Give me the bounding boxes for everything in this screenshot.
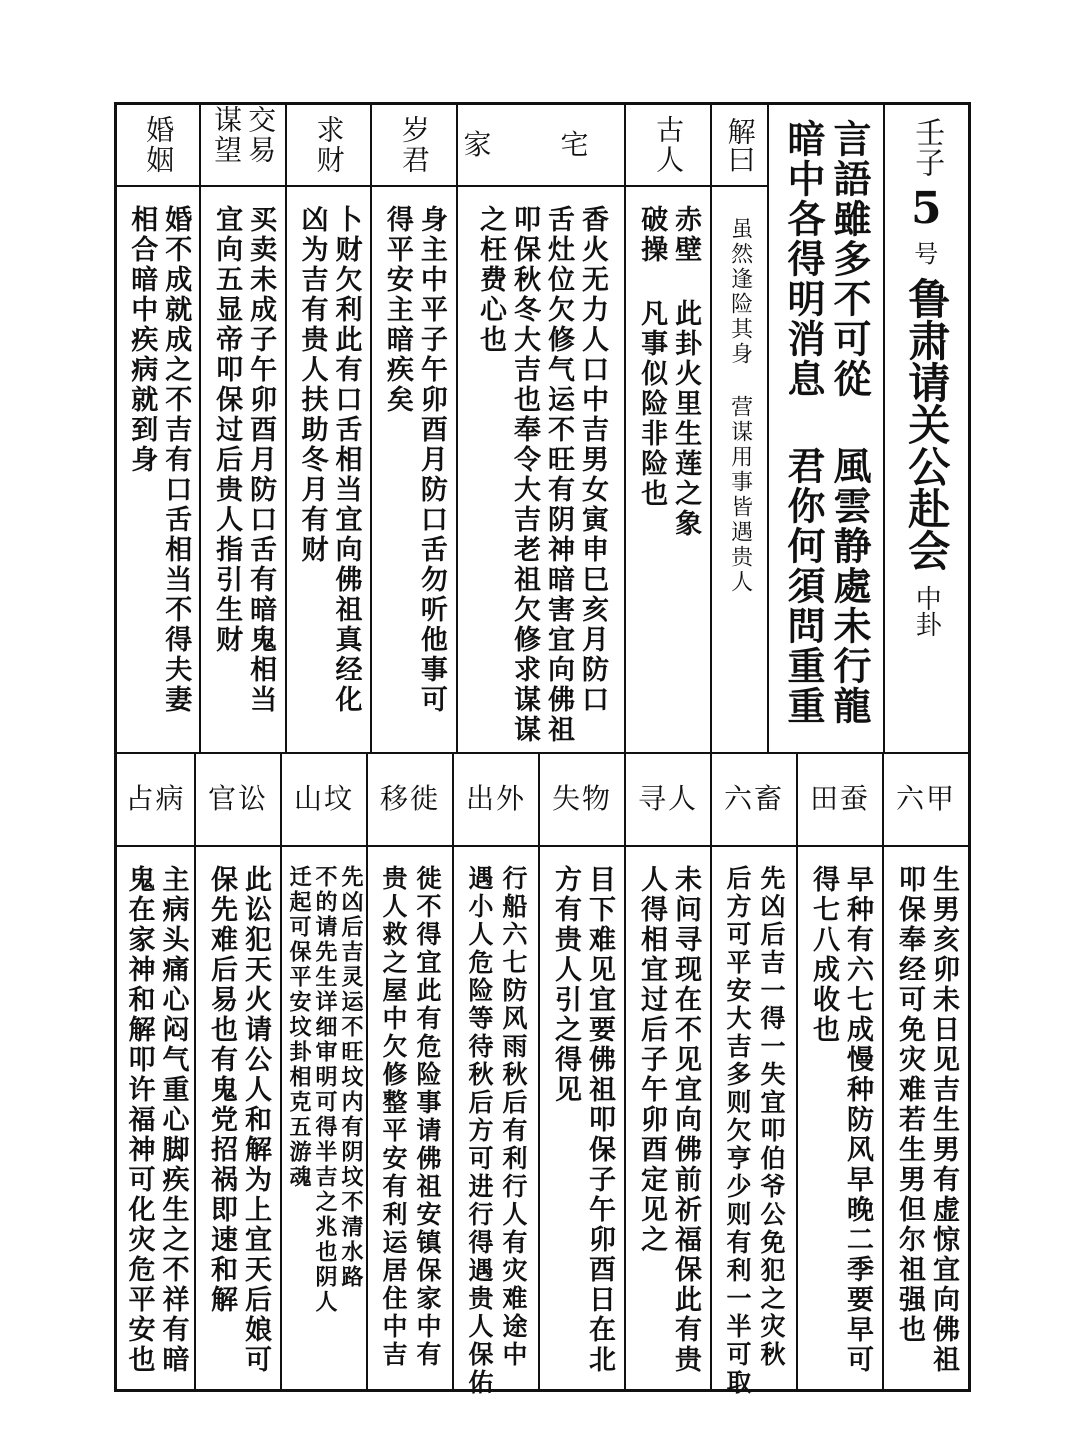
column-guan-song <box>194 752 280 1391</box>
slip-number: 5 <box>910 183 942 234</box>
header-shi-wu: 失物 <box>551 781 612 815</box>
line: 此讼犯天火请公人和解为上宜天后娘可 <box>240 865 271 1375</box>
poem-column <box>767 105 882 752</box>
header-tian-can: 田蚕 <box>809 781 870 815</box>
column-chu-wai <box>452 752 538 1397</box>
line: 保先难后易也有鬼党招祸即速和解 <box>206 865 237 1315</box>
column-jiao-yi <box>199 105 284 752</box>
header-sui-jun: 岁君 <box>397 115 431 175</box>
text-chu-wai <box>462 865 530 1397</box>
line: 之枉费心也 <box>475 205 506 355</box>
line: 买卖未成子午卯酉月防口舌有暗鬼相当 <box>245 205 277 715</box>
line: 叩保秋冬大吉也奉令大吉老祖欠修求谋谋 <box>509 205 540 745</box>
line: 香火无力人口中吉男女寅申巳亥月防口 <box>577 205 608 715</box>
top-band <box>117 105 968 754</box>
text-jiao-yi <box>209 205 277 715</box>
column-hun-yin <box>117 105 199 752</box>
text-tian-can <box>806 865 874 1375</box>
line: 婚不成就成之不吉有口舌相当不得夫妻 <box>160 205 192 715</box>
line: 目下难见宜要佛祖叩保子午卯酉日在北 <box>584 865 615 1375</box>
line: 方有贵人引之得见 <box>550 865 581 1105</box>
text-sui-jun <box>380 205 448 715</box>
line: 迁起可保平安坟卦相克五游魂 <box>286 865 311 1190</box>
header-jiao-yi: 交易 谋望 <box>210 105 278 165</box>
text-gu-ren <box>634 205 702 539</box>
jieyue-column <box>710 105 768 752</box>
jieyue-header: 解曰 <box>723 117 757 173</box>
line: 先凶后吉一得一失宜叩伯爷公免犯之灾秋 <box>757 865 786 1369</box>
line: 舌灶位欠修气运不旺有阴神暗害宜向佛祖 <box>543 205 574 745</box>
line: 身主中平子午卯酉月防口舌勿听他事可 <box>415 205 447 715</box>
column-liu-chu <box>710 752 796 1397</box>
header-yi-xi: 移徙 <box>379 781 440 815</box>
column-liu-jia <box>882 752 968 1391</box>
header-hun-yin: 婚姻 <box>142 115 176 175</box>
jieyue-text: 虽然逢险其身 营谋用事皆遇贵人 <box>727 217 753 595</box>
line: 宜向五显帝叩保过后贵人指引生财 <box>211 205 243 655</box>
column-xun-ren <box>624 752 710 1391</box>
line: 鬼在家神和解叩许福神可化灾危平安也 <box>123 865 155 1375</box>
text-guan-song <box>204 865 272 1375</box>
column-sui-jun <box>370 105 455 752</box>
header-qiu-cai: 求财 <box>312 115 346 175</box>
header-zhan-bing: 占病 <box>125 781 186 815</box>
line: 先凶后吉灵运不旺坟内有阴坟不清水路 <box>338 865 363 1290</box>
text-zhan-bing <box>122 865 190 1375</box>
text-qiu-cai <box>295 205 363 715</box>
slip-grade: 中卦 <box>911 585 942 637</box>
column-qiu-cai <box>285 105 370 752</box>
column-shi-wu <box>538 752 624 1391</box>
column-shan-fen <box>280 752 366 1391</box>
line: 后方可平安大吉多则欠亨少则有利一半可取 <box>723 865 752 1397</box>
column-tian-can <box>796 752 882 1391</box>
poem-line-1: 言語雖多不可從 風雲静處未行龍 <box>827 119 872 726</box>
column-zhan-bing <box>117 752 194 1391</box>
line: 得平安主暗疾矣 <box>381 205 413 415</box>
line: 得七八成收也 <box>808 865 839 1045</box>
line: 叩保奉经可免灾难若生男但尔祖强也 <box>894 865 925 1345</box>
text-xun-ren <box>634 865 702 1375</box>
line: 未问寻现在不见宜向佛前祈福保此有贵 <box>670 865 701 1375</box>
line: 人得相宜过后子午卯酉定见之 <box>636 865 667 1255</box>
poem-line-2: 暗中各得明消息 君你何須問重重 <box>781 119 826 726</box>
line: 徙不得宜此有危险事请佛祖安镇保家中有 <box>413 865 442 1369</box>
line: 生男亥卯未日见吉生男有虚惊宜向佛祖 <box>928 865 959 1375</box>
line: 破操 凡事似险非险也 <box>636 205 668 509</box>
line: 贵人救之屋中欠修整平安有利运居住中吉 <box>379 865 408 1369</box>
header-chu-wai: 出外 <box>465 781 526 815</box>
header-xun-ren: 寻人 <box>637 781 698 815</box>
bottom-band <box>117 752 968 1397</box>
column-yi-xi <box>366 752 452 1391</box>
slip-title: 鲁肃请关公赴会 <box>902 277 952 571</box>
line: 不的请先生详细审明可得半吉之兆也阴人 <box>312 865 337 1315</box>
line: 卜财欠利此有口舌相当宜向佛祖真经化 <box>330 205 362 715</box>
text-shi-wu <box>548 865 616 1375</box>
line: 主病头痛心闷气重心脚疾生之不祥有暗 <box>157 865 189 1375</box>
line: 相合暗中疾病就到身 <box>126 205 158 475</box>
column-gu-ren <box>624 105 709 752</box>
oracle-slip-table <box>114 102 971 1397</box>
header-jia-zhai: 家 宅 <box>463 128 619 161</box>
text-jia-zhai <box>473 205 609 745</box>
text-yi-xi <box>376 865 444 1369</box>
text-liu-chu <box>720 865 788 1397</box>
header-liu-chu: 六畜 <box>723 781 784 815</box>
text-liu-jia <box>892 865 960 1375</box>
line: 早种有六七成慢种防风早晚二季要早可 <box>842 865 873 1375</box>
line: 赤壁 此卦火里生莲之象 <box>670 205 702 539</box>
title-column <box>883 105 968 752</box>
line: 行船六七防风雨秋后有利行人有灾难途中 <box>499 865 528 1369</box>
text-shan-fen <box>285 865 363 1315</box>
column-jia-zhai <box>456 105 625 752</box>
header-gu-ren: 古人 <box>652 115 686 175</box>
number-suffix: 号 <box>914 240 939 268</box>
line: 凶为吉有贵人扶助冬月有财 <box>296 205 328 565</box>
header-shan-fen: 山坟 <box>293 781 354 815</box>
header-guan-song: 官讼 <box>207 781 268 815</box>
ganzhi-label: 壬子 <box>909 117 945 177</box>
line: 遇小人危险等待秋后方可进行得遇贵人保佑 <box>465 865 494 1397</box>
header-liu-jia: 六甲 <box>895 781 956 815</box>
poem-text <box>780 119 872 726</box>
text-hun-yin <box>124 205 192 715</box>
